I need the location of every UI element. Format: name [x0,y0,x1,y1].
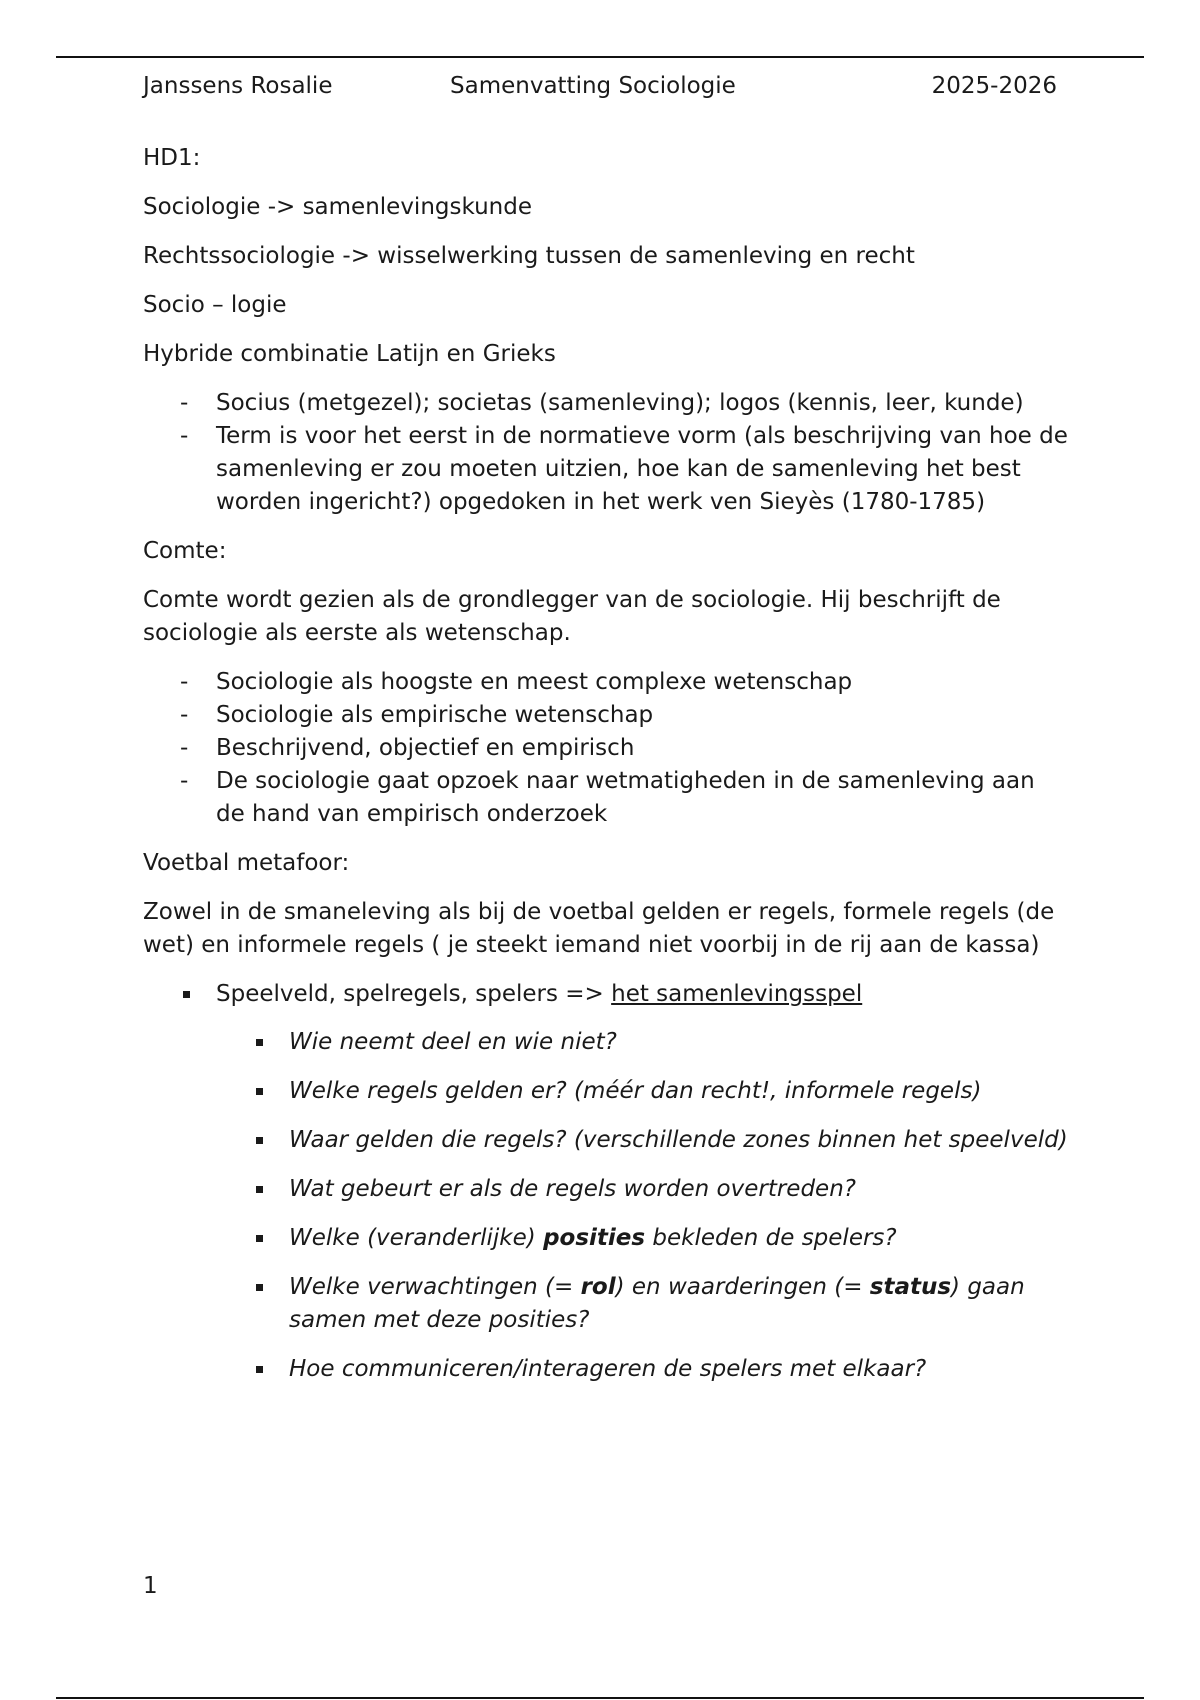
question-text: ) en waarderingen (= [615,1274,870,1300]
bullet-text: Speelveld, spelregels, spelers => [216,981,612,1007]
list-item: - Sociologie als hoogste en meest complexe wetenschap [143,666,1068,699]
document-body [143,142,1068,1402]
question-item [216,1271,1068,1337]
paragraph: Sociologie -> samenlevingskunde [143,194,533,220]
question-text: Welke (veranderlijke) [289,1225,544,1251]
list-item [143,978,1068,1386]
question-item: Wat gebeurt er als de regels worden overtreden? [216,1173,1068,1206]
paragraph: Socio – logie [143,292,287,318]
question-item: Waar gelden die regels? (verschillende zones binnen het speelveld) [216,1124,1068,1157]
square-bullet-list [143,978,1068,1386]
question-item [216,1222,1068,1255]
paragraph: Rechtssociologie -> wisselwerking tussen de samenleving en recht [143,243,915,269]
question-item: Hoe communiceren/interageren de spelers met elkaar? [216,1353,1068,1386]
bold-term: posities [543,1225,646,1251]
paragraph: Zowel in de smaneleving als bij de voetbal gelden er regels, formele regels (de wet) en informele regels ( je steekt iemand niet voorbij in de rij aan de kassa) [143,899,1055,958]
list-item: - Socius (metgezel); societas (samenleving); logos (kennis, leer, kunde) [143,387,1068,420]
list-item: - Term is voor het eerst in de normatieve vorm (als beschrijving van hoe de samenleving er zou moeten uitzien, hoe kan de samenleving het best worden ingericht?) opgedoken in het werk ven Sieyès (1780-1785) [143,420,1068,519]
chapter-heading: HD1: [143,145,201,171]
question-item: Welke regels gelden er? (méér dan recht!, informele regels) [216,1075,1068,1108]
underlined-term: het samenlevingsspel [611,981,863,1007]
header-rule [56,56,1144,58]
paragraph: Hybride combinatie Latijn en Grieks [143,341,556,367]
question-text: Welke verwachtingen (= [289,1274,581,1300]
question-list [216,1026,1068,1386]
bold-term: rol [580,1274,616,1300]
dash-list [143,387,1068,519]
header-title: Samenvatting Sociologie [450,73,736,99]
paragraph: Comte wordt gezien als de grondlegger van de sociologie. Hij beschrijft de sociologie als eerste als wetenschap. [143,587,1001,646]
list-item: - De sociologie gaat opzoek naar wetmatigheden in de samenleving aan de hand van empirisch onderzoek [143,765,1068,831]
header-author: Janssens Rosalie [143,73,333,99]
bold-term: status [869,1274,952,1300]
section-heading: Voetbal metafoor: [143,850,350,876]
footer-rule [56,1697,1144,1699]
page-header [143,70,1057,104]
header-year: 2025-2026 [931,73,1057,99]
question-text: bekleden de spelers? [645,1225,897,1251]
dash-list [143,666,1068,831]
question-item: Wie neemt deel en wie niet? [216,1026,1068,1059]
section-heading: Comte: [143,538,227,564]
list-item: - Sociologie als empirische wetenschap [143,699,1068,732]
question-text: ) gaan samen met deze posities? [289,1274,1025,1333]
list-item: - Beschrijvend, objectief en empirisch [143,732,1068,765]
page-number: 1 [143,1573,158,1599]
